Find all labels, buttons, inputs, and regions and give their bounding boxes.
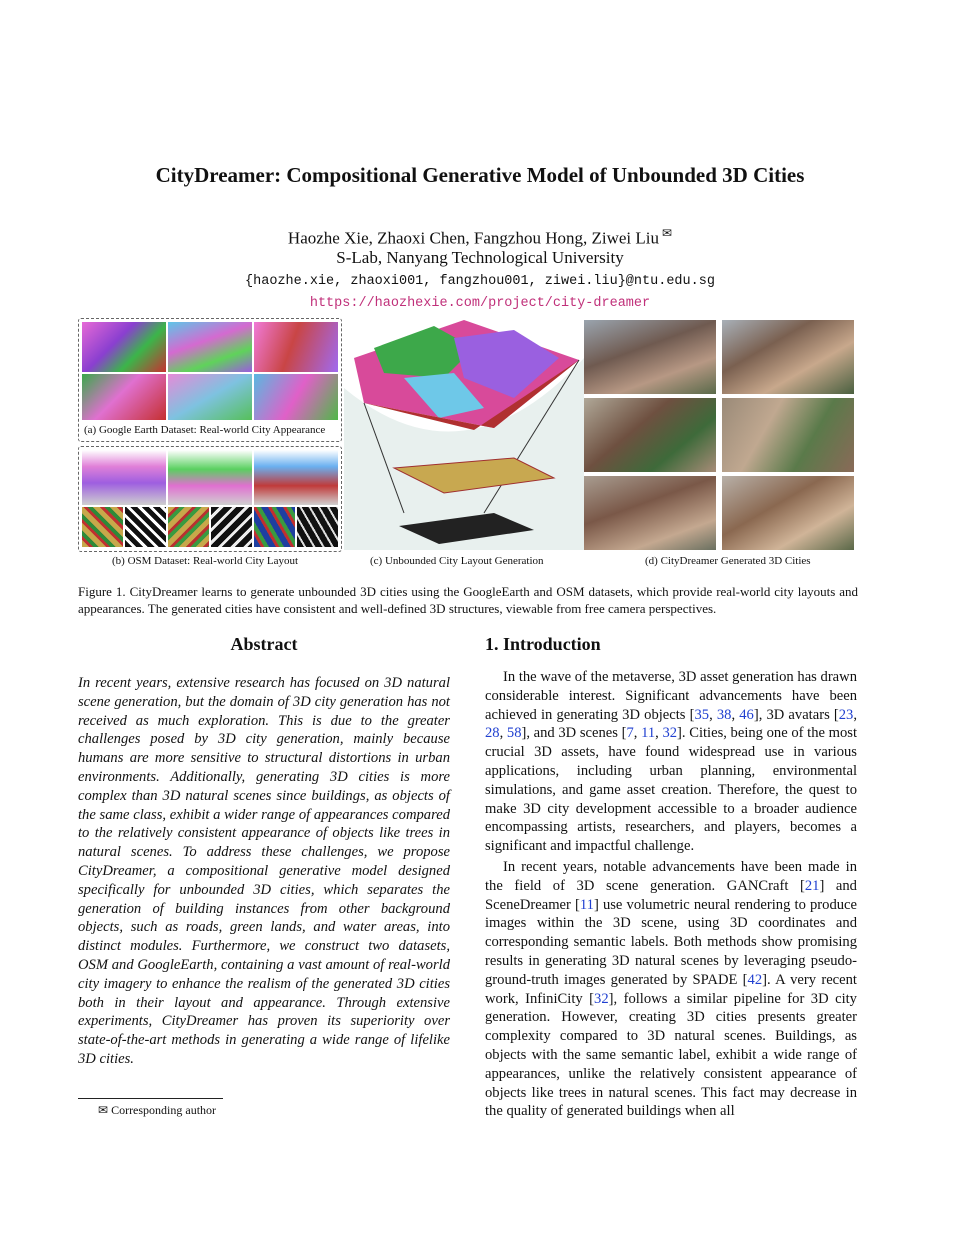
citation-link[interactable]: 38 <box>716 706 732 723</box>
citation-link[interactable]: 35 <box>694 706 710 723</box>
city-render-thumb <box>168 374 252 420</box>
citation-link[interactable]: 32 <box>662 725 678 742</box>
height-map-thumb <box>211 507 252 547</box>
project-url-link[interactable]: https://haozhexie.com/project/city-dreamer <box>309 296 651 311</box>
subcaption-c: (c) Unbounded City Layout Generation <box>370 555 544 567</box>
paragraph-text: , <box>499 725 507 742</box>
paragraph-text: ], and 3D scenes [ <box>521 725 627 742</box>
author-list <box>0 226 960 249</box>
generated-city-thumb <box>722 320 854 394</box>
city-render-thumb <box>82 322 166 372</box>
subcaption-b: (b) OSM Dataset: Real-world City Layout <box>112 555 299 567</box>
intro-paragraph-2 <box>485 858 857 1121</box>
affiliation: S-Lab, Nanyang Technological University <box>336 248 624 267</box>
teaser-figure <box>78 318 858 570</box>
unbounded-layout-illustration <box>344 318 584 550</box>
panel-osm <box>78 446 342 552</box>
paragraph-text: ] and SceneDreamer [ <box>485 877 857 913</box>
abstract-heading: Abstract <box>230 634 298 654</box>
paragraph-text: In recent years, notable advancements have been made in the field of 3D scene generation. GANCraft [ <box>485 859 857 894</box>
abstract-text: In recent years, extensive research has focused on 3D natural scene generation, but the domain of 3D city generation has not received as much exploration. This is due to the greater challenges posed by 3D city generation, mainly because humans are more sensitive to structural distortions in urban environments. Additionally, generating 3D cities is more complex than 3D natural scenes since buildings, as objects of the same class, exhibit a wider range of appearances compared to the relatively consistent appearance of objects like trees in natural scenes. To address these challenges, we propose CityDreamer, a compositional generative model designed specifically for unbounded 3D cities, which separates the generation of building instances from other background objects, such as roads, green lands, and water areas, into distinct modules. Furthermore, we construct two datasets, OSM and GoogleEarth, containing a vast amount of real-world city imagery to enhance the realism of the generated 3D cities both in their layout and appearance. Through extensive experiments, CityDreamer has proven its superiority over state-of-the-art methods in generating a wide range of lifelike 3D cities. <box>78 675 450 1067</box>
generated-city-thumb <box>584 476 716 550</box>
citation-link[interactable]: 28 <box>485 725 500 742</box>
city-render-thumb <box>168 322 252 372</box>
citation-link[interactable]: 21 <box>804 877 820 894</box>
figure-caption: Figure 1. CityDreamer learns to generate unbounded 3D cities using the GoogleEarth and OSM datasets, which provide real-world city layouts and appearances. The generated cities have consistent and well-defined 3D structures, viewable from free camera perspectives. <box>78 584 858 616</box>
subcaption-d: (d) CityDreamer Generated 3D Cities <box>645 555 811 567</box>
subcaption-a: (a) Google Earth Dataset: Real-world City Appearance <box>84 424 326 436</box>
citation-link[interactable]: 32 <box>594 990 609 1007</box>
height-map-thumb <box>297 507 338 547</box>
generated-city-thumb <box>722 398 854 472</box>
layout-3d-thumb <box>82 450 166 505</box>
citation-link[interactable]: 46 <box>739 706 754 723</box>
city-render-thumb <box>82 374 166 420</box>
citation-link[interactable]: 23 <box>838 706 854 723</box>
footnote <box>98 1103 216 1118</box>
citation-link[interactable]: 58 <box>506 725 522 742</box>
introduction-heading: 1. Introduction <box>485 634 601 654</box>
authors-text: Haozhe Xie, Zhaoxi Chen, Fangzhou Hong, Ziwei Liu <box>287 228 659 248</box>
layout-3d-thumb <box>168 450 252 505</box>
generated-city-thumb <box>584 398 716 472</box>
semantic-map-thumb <box>82 507 123 547</box>
paragraph-text: , <box>853 706 857 723</box>
footnote-rule <box>78 1098 223 1099</box>
envelope-icon: ✉ <box>662 226 673 240</box>
citation-link[interactable]: 7 <box>626 725 634 742</box>
city-render-thumb <box>254 322 338 372</box>
paragraph-text: ]. Cities, being one of the most crucial 3D assets, have found widespread use in various applications, including urban planning, environmental simulations, and game asset creation. Therefore, the quest to make 3D city development accessible to a broader audience encompassing artists, researchers, and players, becomes a significant and impactful challenge. <box>485 725 858 855</box>
generated-city-thumb <box>722 476 854 550</box>
citation-link[interactable]: 11 <box>641 725 656 742</box>
intro-paragraph-1 <box>485 668 857 856</box>
city-render-thumb <box>254 374 338 420</box>
paragraph-text: ]. A very recent work, InfiniCity [ <box>485 971 857 1007</box>
semantic-map-thumb <box>254 507 295 547</box>
footnote-text: Corresponding author <box>111 1103 217 1117</box>
paragraph-text: ], follows a similar pipeline for 3D city generation. However, creating 3D cities presents greater complexity compared to 3D natural scenes. Buildings, as objects with the same semantic label, exhibit a wide range of appearances, unlike the relatively consistent appearance of objects like trees in natural scenes. This fact may decrease in the quality of generated buildings when all <box>485 990 857 1120</box>
generated-city-thumb <box>584 320 716 394</box>
paragraph-text: , <box>731 706 740 723</box>
paragraph-text: , <box>655 725 663 742</box>
height-map-thumb <box>125 507 166 547</box>
paragraph-text: ] use volumetric neural rendering to produce images within the 3D scene, using 3D coordinates and corresponding semantic labels. Both methods show promising results in generating 3D natural scenes by leveraging pseudo-ground-truth images generated by SPADE [ <box>485 896 857 988</box>
layout-3d-thumb <box>254 450 338 505</box>
citation-link[interactable]: 42 <box>747 971 763 988</box>
semantic-map-thumb <box>168 507 209 547</box>
citation-link[interactable]: 11 <box>579 896 594 913</box>
paper-title: CityDreamer: Compositional Generative Model of Unbounded 3D Cities <box>155 163 805 187</box>
paragraph-text: ], 3D avatars [ <box>753 706 839 723</box>
paragraph-text: In the wave of the metaverse, 3D asset generation has drawn considerable interest. Significant advancements have been achieved in generating 3D objects [ <box>485 669 857 723</box>
paragraph-text: , <box>709 706 717 723</box>
author-emails[interactable]: {haozhe.xie, zhaoxi001, fangzhou001, ziwei.liu}@ntu.edu.sg <box>245 274 715 289</box>
envelope-icon: ✉ <box>98 1103 109 1117</box>
paragraph-text: , <box>633 725 642 742</box>
